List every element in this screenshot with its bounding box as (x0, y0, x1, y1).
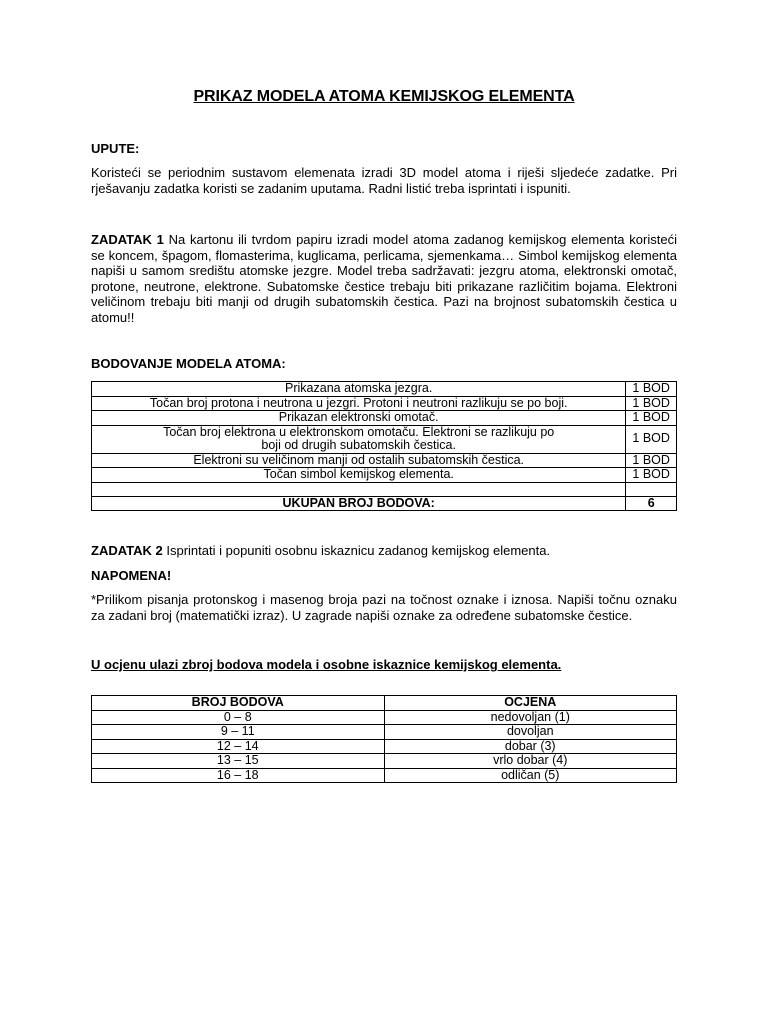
total-value: 6 (626, 496, 677, 511)
criterion-cell: Prikazana atomska jezgra. (92, 382, 626, 397)
instructions-heading: UPUTE: (91, 141, 140, 156)
criterion-cell: Točan simbol kemijskog elementa. (92, 468, 626, 483)
table-row (92, 482, 677, 496)
points-cell: 1 BOD (626, 425, 677, 453)
grade-cell: dobar (3) (384, 739, 677, 754)
instructions-text: Koristeći se periodnim sustavom elemenata izradi 3D model atoma i riješi sljedeće zadatke. Pri rješavanju zadatka koristi se zadanim uputama. Radni listić treba isprintati i ispuniti. (91, 165, 677, 196)
table-header-row (92, 696, 677, 711)
table-row (92, 739, 677, 754)
grading-note: U ocjenu ulazi zbroj bodova modela i osobne iskaznice kemijskog elementa. (91, 657, 562, 672)
note-text: *Prilikom pisanja protonskog i masenog broja pazi na točnost oznake i iznosa. Napiši točnu oznaku za zadani broj (matematički izraz). U zagrade napiši oznake za određene subatomske čestice. (91, 592, 677, 623)
grades-table (91, 695, 677, 783)
criterion-cell: Točan broj elektrona u elektronskom omotaču. Elektroni se razlikuju po boji od drugih subatomskih čestica. (92, 425, 626, 453)
task1-text: Na kartonu ili tvrdom papiru izradi model atoma zadanog kemijskog elementa koristeći se koncem, špagom, flomasterima, kuglicama, perlicama, sjemenkama… Simbol kemijskog elementa napiši u samom središtu atomske jezgre. Model treba sadržavati: jezgru atoma, elektronski omotač, protone, neutrone, elektrone. Subatomske čestice trebaju biti prikazane različitim bojama. Elektroni veličinom trebaju biti manji od drugih subatomskih čestica. Pazi na brojnost subatomskih čestica u atomu!! (91, 232, 677, 325)
task1-label: ZADATAK 1 (91, 232, 164, 247)
table-row (92, 725, 677, 740)
range-cell: 16 – 18 (92, 768, 385, 783)
table-row (92, 710, 677, 725)
criterion-cell: Prikazan elektronski omotač. (92, 411, 626, 426)
table-row (92, 425, 677, 453)
points-cell: 1 BOD (626, 453, 677, 468)
task2-label: ZADATAK 2 (91, 543, 163, 558)
range-cell: 13 – 15 (92, 754, 385, 769)
task1-paragraph (91, 232, 677, 325)
grade-cell: nedovoljan (1) (384, 710, 677, 725)
note-heading: NAPOMENA! (91, 568, 172, 583)
scoring-heading: BODOVANJE MODELA ATOMA: (91, 356, 286, 371)
range-cell: 12 – 14 (92, 739, 385, 754)
table-row (92, 768, 677, 783)
points-cell: 1 BOD (626, 396, 677, 411)
range-cell: 0 – 8 (92, 710, 385, 725)
total-row (92, 496, 677, 511)
table-row (92, 754, 677, 769)
criterion-cell: Točan broj protona i neutrona u jezgri. Protoni i neutroni razlikuju se po boji. (92, 396, 626, 411)
total-label: UKUPAN BROJ BODOVA: (92, 496, 626, 511)
grade-cell: odličan (5) (384, 768, 677, 783)
points-cell: 1 BOD (626, 468, 677, 483)
points-column-header: BROJ BODOVA (92, 696, 385, 711)
table-row (92, 396, 677, 411)
criterion-cell: Elektroni su veličinom manji od ostalih subatomskih čestica. (92, 453, 626, 468)
grade-cell: dovoljan (384, 725, 677, 740)
points-cell: 1 BOD (626, 411, 677, 426)
grade-column-header: OCJENA (384, 696, 677, 711)
table-row (92, 382, 677, 397)
criterion-cell (92, 482, 626, 496)
task2-text: Isprintati i popuniti osobnu iskaznicu zadanog kemijskog elementa. (162, 543, 551, 558)
scoring-table (91, 381, 677, 511)
range-cell: 9 – 11 (92, 725, 385, 740)
table-row (92, 411, 677, 426)
grade-cell: vrlo dobar (4) (384, 754, 677, 769)
table-row (92, 468, 677, 483)
points-cell: 1 BOD (626, 382, 677, 397)
points-cell (626, 482, 677, 496)
table-row (92, 453, 677, 468)
page-title: PRIKAZ MODELA ATOMA KEMIJSKOG ELEMENTA (193, 88, 575, 105)
task2-paragraph (91, 543, 677, 559)
